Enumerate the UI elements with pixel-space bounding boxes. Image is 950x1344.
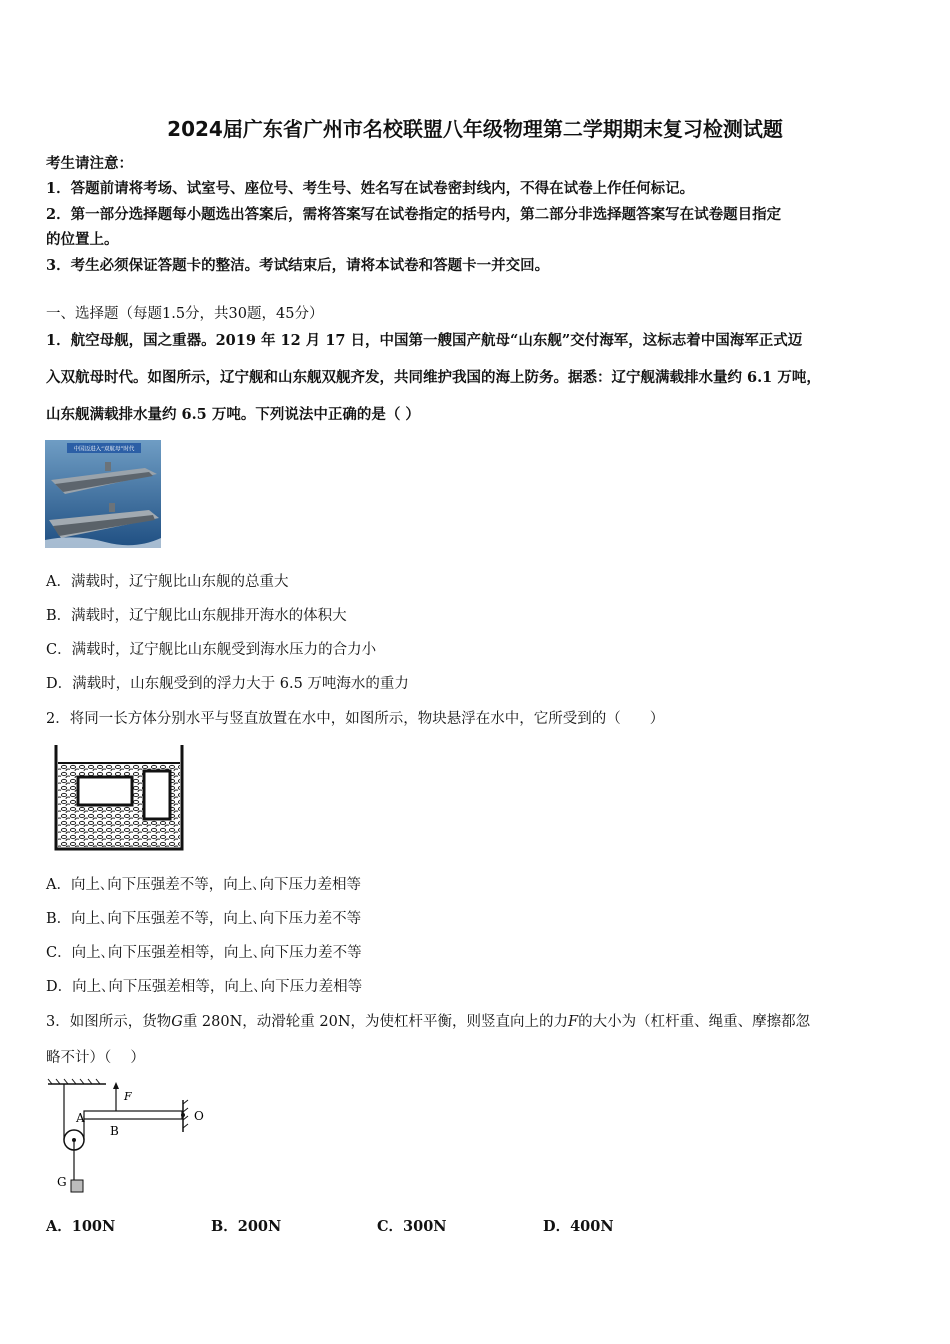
q3-option-a: A．100N: [46, 1218, 116, 1235]
label-a: A: [76, 1111, 85, 1125]
q2-option-a: A．向上､向下压强差不等，向上､向下压力差相等: [46, 877, 361, 893]
label-f: F: [124, 1090, 132, 1103]
q3-text-c: 的大小为（杠杆重、绳重、摩擦都忽: [578, 1014, 811, 1030]
question-1-line-3: 山东舰满载排水量约 6.5 万吨。下列说法中正确的是（ ）: [46, 406, 420, 423]
label-g: G: [57, 1175, 67, 1189]
carrier-photo-figure: [45, 440, 161, 548]
q2-option-c: C．向上､向下压强差相等，向上､向下压力差不等: [46, 945, 362, 961]
q1-option-a: A．满载时，辽宁舰比山东舰的总重大: [46, 574, 289, 590]
notice-item-1: 1．答题前请将考场、试室号、座位号、考生号、姓名写在试卷密封线内，不得在试卷上作任何标记。: [46, 180, 695, 197]
q3-option-c: C．300N: [377, 1218, 447, 1235]
q3-option-b: B．200N: [211, 1218, 282, 1235]
notice-item-2: 2．第一部分选择题每小题选出答案后，需将答案写在试卷指定的括号内，第二部分非选择题答案写在试卷题目指定: [46, 206, 782, 223]
notice-item-2-cont: 的位置上。: [46, 231, 119, 248]
label-o: O: [194, 1109, 204, 1123]
lever-pulley-figure: [44, 1078, 214, 1202]
notice-heading: 考生请注意：: [46, 155, 133, 172]
label-b: B: [110, 1124, 119, 1138]
water-tank-figure: [52, 743, 186, 851]
question-1-line-2: 入双航母时代。如图所示，辽宁舰和山东舰双舰齐发，共同维护我国的海上防务。据悉：辽宁舰满载排水量约 6.1 万吨，: [46, 369, 821, 386]
question-3-line-2: 略不计）（ ）: [46, 1050, 145, 1066]
q3-text-a: 3．如图所示，货物: [46, 1014, 172, 1030]
q3-option-d: D．400N: [543, 1218, 614, 1235]
exam-title: 2024届广东省广州市名校联盟八年级物理第二学期期末复习检测试题: [167, 117, 783, 141]
q1-option-d: D．满载时，山东舰受到的浮力大于 6.5 万吨海水的重力: [46, 676, 409, 692]
question-3-line-1: [46, 1010, 810, 1031]
q2-option-b: B．向上､向下压强差不等，向上､向下压力差不等: [46, 911, 362, 927]
question-2-stem: 2．将同一长方体分别水平与竖直放置在水中，如图所示，物块悬浮在水中，它所受到的（ ）: [46, 711, 665, 727]
q3-text-b: 重 280N，动滑轮重 20N，为使杠杆平衡，则竖直向上的力: [182, 1014, 569, 1030]
photo-caption: 中国迈进入“双航母”时代: [73, 446, 135, 453]
q3-symbol-f: F: [568, 1014, 579, 1030]
q3-symbol-g: G: [171, 1014, 183, 1030]
q2-option-d: D．向上､向下压强差相等，向上､向下压力差相等: [46, 979, 363, 995]
q1-option-c: C．满载时，辽宁舰比山东舰受到海水压力的合力小: [46, 642, 377, 658]
question-1-line-1: 1．航空母舰，国之重器。2019 年 12 月 17 日，中国第一艘国产航母“山东舰”交付海军，这标志着中国海军正式迈: [46, 332, 803, 349]
section-heading: 一、选择题（每题1.5分，共30题，45分）: [46, 306, 324, 322]
notice-item-3: 3．考生必须保证答题卡的整洁。考试结束后，请将本试卷和答题卡一并交回。: [46, 257, 550, 274]
q1-option-b: B．满载时，辽宁舰比山东舰排开海水的体积大: [46, 608, 347, 624]
